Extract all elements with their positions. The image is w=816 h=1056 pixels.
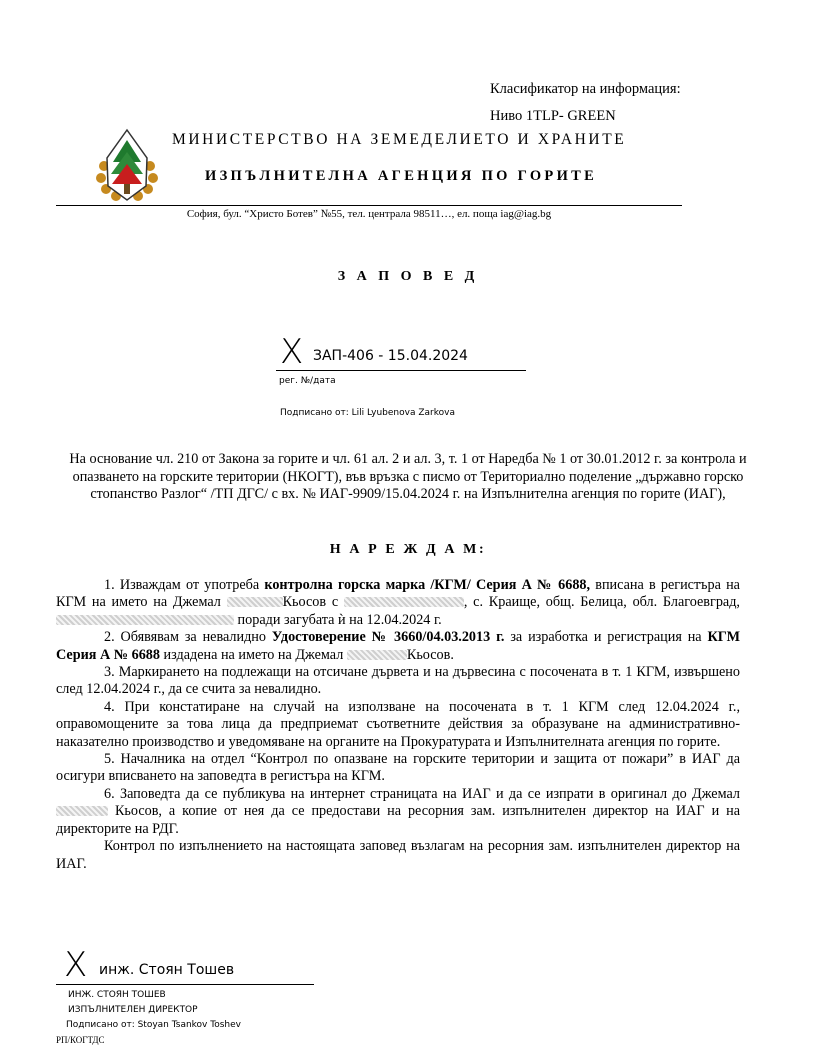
director-name-caps: ИНЖ. СТОЯН ТОШЕВ bbox=[68, 990, 166, 1000]
ministry-name: МИНИСТЕРСТВО НА ЗЕМЕДЕЛИЕТО И ХРАНИТЕ bbox=[172, 131, 627, 148]
director-signature-mark: X bbox=[64, 945, 88, 985]
agency-address: София, бул. “Христо Ботев” №55, тел. централа 98511…, ел. поща iag@iag.bg bbox=[186, 208, 552, 220]
order-heading: Н А Р Е Ж Д А М: bbox=[329, 542, 487, 557]
director-position: ИЗПЪЛНИТЕЛЕН ДИРЕКТОР bbox=[68, 1005, 198, 1015]
registration-number: ЗАП-406 - 15.04.2024 bbox=[313, 348, 468, 364]
redacted-text bbox=[227, 597, 283, 607]
registration-caption: рег. №/дата bbox=[279, 376, 336, 386]
control-clause: Контрол по изпълнението на настоящата заповед възлагам на ресорния зам. изпълнителен директор на ИАГ. bbox=[56, 838, 740, 872]
redacted-text bbox=[56, 615, 234, 625]
order-item-2: 2. Обявявам за невалидно Удостоверение № 3660/04.03.2013 г. за изработка и регистрация на КГМ Серия А № 6688 издадена на името на Джемал Кьосов. bbox=[56, 629, 740, 663]
order-body bbox=[56, 577, 740, 873]
classifier-label: Класификатор на информация: bbox=[490, 81, 681, 97]
author-initials: РП/КОГТДС bbox=[56, 1035, 105, 1045]
redacted-text bbox=[344, 597, 464, 607]
agency-name: ИЗПЪЛНИТЕЛНА АГЕНЦИЯ ПО ГОРИТЕ bbox=[205, 168, 598, 184]
header-divider bbox=[56, 205, 682, 206]
registration-signed-by: Подписано от: Lili Lyubenova Zarkova bbox=[280, 408, 455, 418]
redacted-text bbox=[56, 806, 108, 816]
order-item-6: 6. Заповедта да се публикува на интернет страницата на ИАГ и да се изпрати в оригинал до Джемал Кьосов, а копие от нея да се предостави на ресорния зам. изпълнителен директор на ИАГ и на директорите на РДГ. bbox=[56, 785, 740, 837]
director-signed-by: Подписано от: Stoyan Tsankov Toshev bbox=[66, 1020, 241, 1030]
director-signature-line bbox=[56, 984, 314, 985]
redacted-text bbox=[347, 650, 407, 660]
director-name: инж. Стоян Тошев bbox=[99, 962, 235, 978]
order-item-1: 1. Изваждам от употреба контролна горска марка /КГМ/ Серия А № 6688, вписана в регистъра на КГМ на името на Джемал Кьосов с , с. Краище, общ. Белица, обл. Благоевград, поради загубата ѝ на 12.04.2024 г. bbox=[56, 577, 740, 628]
classifier-block bbox=[490, 76, 681, 130]
classifier-level: Ниво 1TLP- GREEN bbox=[490, 108, 616, 124]
document-title: З А П О В Е Д bbox=[337, 269, 479, 284]
order-item-3: 3. Маркирането на подлежащи на отсичане дървета и на дървесина с посочената в т. 1 КГМ, извършено след 12.04.2024 г., да се счита за невалидно. bbox=[56, 664, 740, 698]
legal-basis-paragraph: На основание чл. 210 от Закона за горите и чл. 61 ал. 2 и ал. 3, т. 1 от Наредба № 1 от 30.01.2012 г. за контрола и опазването на горските територии (НКОГТ), във връзка с писмо от Териториално поделение „държавно горско стопанство Разлог“ /ТП ДГС/ с вх. № ИАГ-9909/15.04.2024 г. на Изпълнителна агенция по горите (ИАГ), bbox=[69, 451, 747, 502]
order-item-4: 4. При констатиране на случай на използване на посочената в т. 1 КГМ след 12.04.2024 г., оправомощените за това лица да предприемат съответните действия за образуване на административно-наказателно производство и уведомяване на органите на Прокуратурата и Изпълнителната агенция по горите. bbox=[56, 698, 740, 750]
registration-signature-line bbox=[276, 370, 526, 371]
agency-logo-icon bbox=[94, 128, 160, 202]
registration-signature-mark: X bbox=[280, 332, 304, 372]
order-item-5: 5. Началника на отдел “Контрол по опазване на горските територии и защита от пожари” в ИАГ да осигури вписването на заповедта в регистъра на КГМ. bbox=[56, 751, 740, 785]
